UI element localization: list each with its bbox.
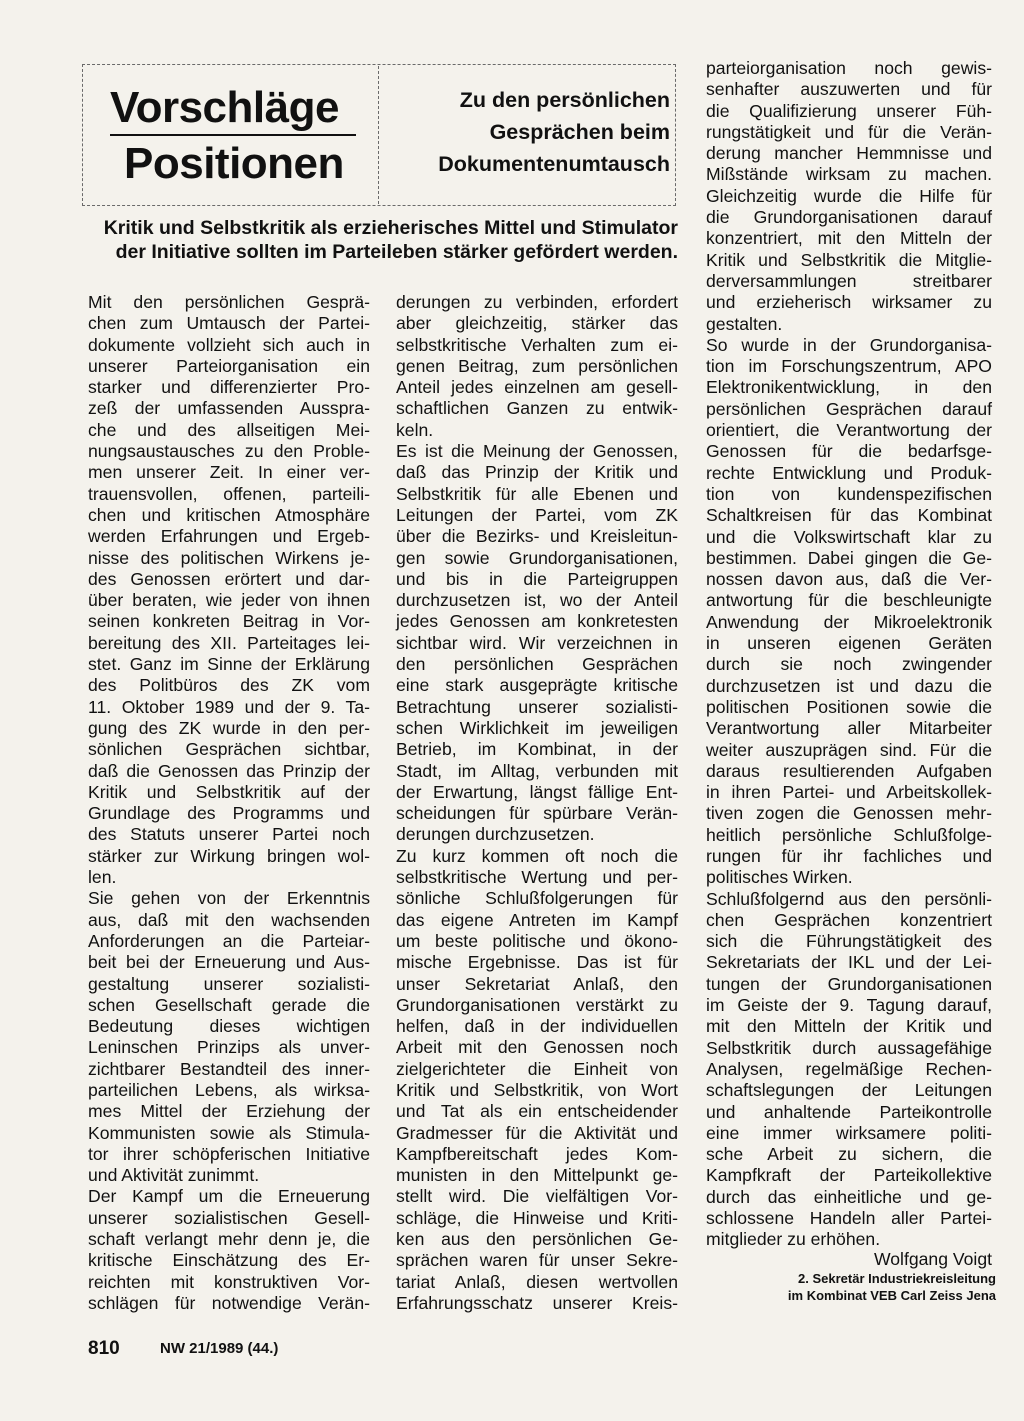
article-line: durchzusetzen ist und dazu die [706,675,992,696]
article-line: schlossene Handeln aller Partei- [706,1208,992,1229]
article-line: politischen Positionen sowie die [706,696,992,717]
article-line: rechte Entwicklung und Produk- [706,462,992,483]
article-line: schen Wirklichkeit im jeweiligen [396,717,678,738]
article-line: antwortung für die beschleunigte [706,590,992,611]
article-line: munisten in den Mittelpunkt ge- [396,1165,678,1186]
article-line: zeß der umfassenden Ausspra- [88,398,370,419]
article-line: Es ist die Meinung der Genossen, [396,441,678,462]
article-line: parteiorganisation noch gewis- [706,58,992,78]
article-line: gen sowie Grundorganisationen, [396,547,678,568]
article-line: die Grundorganisationen darauf [706,207,992,228]
article-line: nisse des politischen Wirkens je- [88,547,370,568]
article-line: Sekretariats der IKL und der Lei- [706,952,992,973]
article-line: eine stark ausgeprägte kritische [396,675,678,696]
article-line: selbstkritische Wertung und per- [396,867,678,888]
article-line: unser Sekretariat Anlaß, den [396,973,678,994]
article-line: gestalten. [706,313,783,334]
article-line: ken aus den persönlichen Ge- [396,1229,678,1250]
article-line: Betrieb, im Kombinat, in der [396,739,678,760]
article-line: rungstätigkeit und für die Verän- [706,121,992,142]
article-line: unserer sozialistischen Gesell- [88,1207,370,1228]
page-number: 810 [88,1338,120,1359]
article-line: des Politbüros des ZK vom [88,675,370,696]
article-line: werden Erfahrungen und Ergeb- [88,526,370,547]
article-line: derungen durchzusetzen. [396,824,595,845]
series-title [388,84,670,180]
article-line: den persönlichen Gesprächen [396,654,678,675]
article-line: und Aktivität zunimmt. [88,1165,260,1186]
article-line: Erfahrungsschatz unserer Kreis- [396,1292,678,1313]
article-line: schaftlichen Ganzen zu entwik- [396,398,678,419]
article-line: Anforderungen an die Parteiar- [88,930,370,951]
article-line: genen Beitrag, zum persönlichen [396,355,678,376]
article-line: Leitungen der Partei, vom ZK [396,504,678,525]
article-line: derversammlungen streitbarer [706,270,992,291]
article-line: um beste politische und ökono- [396,930,678,951]
article-line: Selbstkritik durch aussagefähige [706,1037,992,1058]
article-line: Kampfbereitschaft jedes Kom- [396,1143,678,1164]
article-line: Schlußfolgernd aus den persönli- [706,888,992,909]
lead-line: Kritik und Selbstkritik als erzieherisches Mittel und Stimulator [103,217,678,239]
article-line: aus, daß mit den wachsenden [88,909,370,930]
article-line: sche Arbeit zu sichern, die [706,1144,992,1165]
article-line: So wurde in der Grundorganisa- [706,334,992,355]
article-line: sich die Führungstätigkeit des [706,931,992,952]
article-line: über beraten, wie jeder von ihnen [88,590,370,611]
article-line: weiter auszuprägen sind. Für die [706,739,992,760]
article-line: mische Ergebnisse. Das ist für [396,952,678,973]
article-line: die Qualifizierung unserer Füh- [706,100,992,121]
article-line: das eigene Antreten im Kampf [396,909,678,930]
article-line: gung des ZK wurde in den per- [88,717,370,738]
article-line: Bedeutung dieses wichtigen [88,1016,370,1037]
article-line: Mißstände wirksam zu machen. [706,164,992,185]
article-line: Elektronikentwicklung, in den [706,377,992,398]
article-line: und anhaltende Parteikontrolle [706,1101,992,1122]
article-line: der Erwartung, längst fällige Ent- [396,781,678,802]
article-line: gestaltung unserer sozialisti- [88,973,370,994]
article-line: persönlichen Gesprächen darauf [706,398,992,419]
article-line: Anwendung der Mikroelektronik [706,611,992,632]
article-line: durch sie noch zwingender [706,654,992,675]
article-line: stärker zur Wirkung bringen wol- [88,845,370,866]
article-line: rungen für ihr fachliches und [706,845,992,866]
article-line: tion von kundenspezifischen [706,483,992,504]
article-line: und bis in die Parteigruppen [396,568,678,589]
series-title-line: Gesprächen beim [489,120,670,144]
article-line: und Tat als ein entscheidender [396,1101,678,1122]
article-line: Grundlage des Programms und [88,803,370,824]
article-line: scheidungen für spürbare Verän- [396,803,678,824]
article-line: kritische Einschätzung des Er- [88,1250,370,1271]
article-line: orientiert, die Verantwortung der [706,420,992,441]
article-line: daß die Genossen das Prinzip der [88,760,370,781]
rubric-rule [110,134,356,136]
article-line: schen Gesellschaft gerade die [88,994,370,1015]
article-line: derungen zu verbinden, erfordert [396,292,678,312]
article-line: senhafter auszuwerten und für [706,79,992,100]
article-line: heitlich persönliche Schlußfolge- [706,824,992,845]
article-line: nossen davon aus, daß die Ver- [706,569,992,590]
article-line: Leninschen Prinzips als unver- [88,1037,370,1058]
article-line: Grundorganisationen verstärkt zu [396,994,678,1015]
affiliation-line: im Kombinat VEB Carl Zeiss Jena [787,1288,996,1303]
article-line: eine immer wirksamere politi- [706,1122,992,1143]
article-line: sichtbar wird. Wir verzeichnen in [396,632,678,653]
article-line: Kritik und Selbstkritik, von Wort [396,1079,678,1100]
article-line: zichtbarer Bestandteil des inner- [88,1058,370,1079]
article-line: und die Volkswirtschaft klar zu [706,526,992,547]
author-affiliation [706,1270,996,1304]
article-line: men unserer Zeit. In einer ver- [88,462,370,483]
article-line: daß das Prinzip der Kritik und [396,462,678,483]
article-line: aber gleichzeitig, stärker das [396,313,678,334]
article-line: daraus resultierenden Aufgaben [706,760,992,781]
article-line: durch das einheitliche und ge- [706,1186,992,1207]
article-line: Kritik und Selbstkritik die Mitglie- [706,249,992,270]
article-line: Schaltkreisen für das Kombinat [706,505,992,526]
article-line: sprächen waren für unser Sekre- [396,1250,678,1271]
lead-line: der Initiative sollten im Parteileben stärker gefördert werden. [115,241,678,263]
article-line: Genossen für die bedarfsge- [706,441,992,462]
article-line: zielgerichteter die Einheit von [396,1058,678,1079]
article-line: selbstkritische Verhalten zum ei- [396,334,678,355]
article-line: mit den Mitteln der Kritik und [706,1016,992,1037]
article-line: Kritik und Selbstkritik auf der [88,781,370,802]
article-line: dokumente vollzieht sich auch in [88,334,370,355]
article-line: Sie gehen von der Erkenntnis [88,888,370,909]
article-line: Analysen, regelmäßige Rechen- [706,1058,992,1079]
article-line: keln. [396,419,434,440]
article-line: konzentriert, mit den Mitteln der [706,228,992,249]
article-line: reichten mit konstruktiven Vor- [88,1271,370,1292]
rubric-title-bottom: Positionen [124,139,344,188]
article-line: stellt wird. Die vielfältigen Vor- [396,1186,678,1207]
article-line: Kampfkraft der Parteikollektive [706,1165,992,1186]
lead-paragraph [86,216,678,264]
article-line: stet. Ganz im Sinne der Erklärung [88,654,370,675]
article-line: Mit den persönlichen Gesprä- [88,292,370,312]
article-line: Anteil jedes einzelnen am gesell- [396,377,678,398]
article-line: schlägen für notwendige Verän- [88,1292,370,1313]
article-line: politisches Wirken. [706,867,853,888]
article-line: beit bei der Erneuerung und Aus- [88,952,370,973]
article-line: schaftslegungen der Leitungen [706,1080,992,1101]
article-line: tion im Forschungszentrum, APO [706,356,992,377]
article-line: Arbeit mit den Genossen noch [396,1037,678,1058]
article-line: bestimmen. Dabei gingen die Ge- [706,547,992,568]
series-title-line: Dokumentenumtausch [438,152,670,176]
article-line: bereitung des XII. Parteitages lei- [88,632,370,653]
article-line: tariat Anlaß, diesen wertvollen [396,1271,678,1292]
article-line: in ihren Partei- und Arbeitskollek- [706,782,992,803]
article-line: mitglieder zu erhöhen. [706,1229,881,1250]
article-line: jedes Genossen am konkretesten [396,611,678,632]
article-line: Stadt, im Alltag, verbunden mit [396,760,678,781]
series-title-line: Zu den persönlichen [459,88,670,112]
article-line: Der Kampf um die Erneuerung [88,1186,370,1207]
article-line: mes Mittel der Erziehung der [88,1101,370,1122]
article-line: Verantwortung aller Mitarbeiter [706,718,992,739]
article-line: schläge, die Hinweise und Kriti- [396,1207,678,1228]
article-line: Kommunisten sowie als Stimula- [88,1122,370,1143]
article-line: derung mancher Hemmnisse und [706,143,992,164]
article-line: schaft verlangt mehr denn je, die [88,1229,370,1250]
article-line: parteilichen Lebens, als wirksa- [88,1079,370,1100]
rubric-title-top: Vorschläge [110,83,339,132]
article-line: und erzieherisch wirksamer zu [706,292,992,313]
article-line: chen und kritischen Atmosphäre [88,504,370,525]
article-line: chen zum Umtausch der Partei- [88,313,370,334]
article-line: helfen, daß in der individuellen [396,1016,678,1037]
issue-reference: NW 21/1989 (44.) [160,1340,279,1357]
article-column-2 [396,292,678,1314]
article-line: im Geiste der 9. Tagung darauf, [706,995,992,1016]
article-column-1 [88,292,370,1314]
article-line: starker und differenzierter Pro- [88,377,370,398]
article-line: des Statuts unserer Partei noch [88,824,370,845]
article-line: über die Bezirks- und Kreisleitun- [396,526,678,547]
article-line: sönliche Schlußfolgerungen für [396,888,678,909]
article-line: des Genossen erörtert und dar- [88,568,370,589]
article-line: unserer Parteiorganisation ein [88,355,370,376]
article-line: in unseren eigenen Geräten [706,633,992,654]
article-line: tiven zogen die Genossen mehr- [706,803,992,824]
article-line: che und des allseitigen Mei- [88,419,370,440]
affiliation-line: 2. Sekretär Industriekreisleitung [798,1271,996,1286]
article-line: sönlichen Gesprächen sichtbar, [88,739,370,760]
header-divider [378,66,379,204]
article-line: len. [88,867,117,888]
article-line: Betrachtung unserer sozialisti- [396,696,678,717]
author-signature: Wolfgang Voigt [873,1249,992,1269]
article-line: Gradmesser für die Aktivität und [396,1122,678,1143]
article-line: nungsaustausches zu den Proble- [88,441,370,462]
article-line: seinen konkreten Beitrag in Vor- [88,611,370,632]
article-line: chen Gesprächen konzentriert [706,909,992,930]
article-line: trauensvollen, offenen, parteili- [88,483,370,504]
article-line: tor ihrer schöpferischen Initiative [88,1143,370,1164]
article-line: tungen der Grundorganisationen [706,973,992,994]
article-column-3 [706,58,992,1251]
article-line: 11. Oktober 1989 und der 9. Ta- [88,696,370,717]
article-line: durchzusetzen ist, wo der Anteil [396,590,678,611]
article-line: Selbstkritik für alle Ebenen und [396,483,678,504]
article-line: Zu kurz kommen oft noch die [396,845,678,866]
article-line: Gleichzeitig wurde die Hilfe für [706,185,992,206]
